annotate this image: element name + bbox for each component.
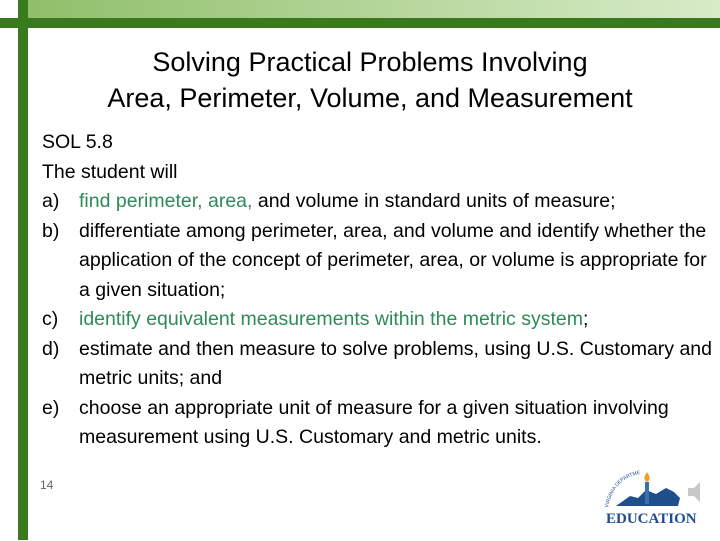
slide-body (42, 128, 712, 453)
speaker-icon (688, 482, 700, 502)
frame-top-bar (0, 18, 720, 28)
objective-a (42, 187, 712, 217)
objective-b (42, 217, 712, 306)
objective-c (42, 305, 712, 335)
objective-label: b) (42, 219, 60, 242)
objective-text: differentiate among perimeter, area, and volume and identify whether the application of the concept of perimeter, area, or volume is appropriate for a given situation; (79, 219, 707, 301)
objective-text: estimate and then measure to solve problems, using U.S. Customary and metric units; and (79, 337, 712, 389)
logo-word: EDUCATION (606, 511, 697, 527)
page-number: 14 (40, 478, 54, 492)
torch-handle-icon (645, 482, 649, 504)
objective-highlight: find perimeter, area, (79, 190, 253, 212)
objective-highlight: identify equivalent measurements within the metric system (79, 308, 583, 330)
objective-d (42, 335, 712, 394)
objective-label: e) (42, 396, 60, 419)
top-gradient-strip (28, 0, 720, 18)
frame-left-bar (18, 0, 28, 540)
objective-text: ; (582, 308, 589, 330)
objective-label: a) (42, 190, 60, 212)
virginia-education-logo (600, 468, 712, 536)
objective-list (42, 187, 712, 453)
virginia-education-logo-graphic (600, 468, 712, 536)
title-line-2: Area, Perimeter, Volume, and Measurement (107, 83, 633, 113)
objective-text: and volume in standard units of measure; (252, 190, 616, 212)
sol-code: SOL 5.8 (42, 131, 113, 153)
torch-flame-icon (644, 472, 649, 482)
objective-label: d) (42, 337, 60, 360)
objective-text: choose an appropriate unit of measure for a given situation involving measurement using U.S. Customary and metric units. (79, 396, 669, 448)
logo-arc-text: VIRGINIA DEPARTME (604, 469, 641, 509)
objective-label: c) (42, 308, 59, 330)
objective-e (42, 394, 712, 453)
frame-corner (0, 0, 18, 18)
intro-text: The student will (42, 160, 178, 183)
title-line-1: Solving Practical Problems Involving (152, 47, 588, 77)
slide-title (40, 44, 700, 116)
